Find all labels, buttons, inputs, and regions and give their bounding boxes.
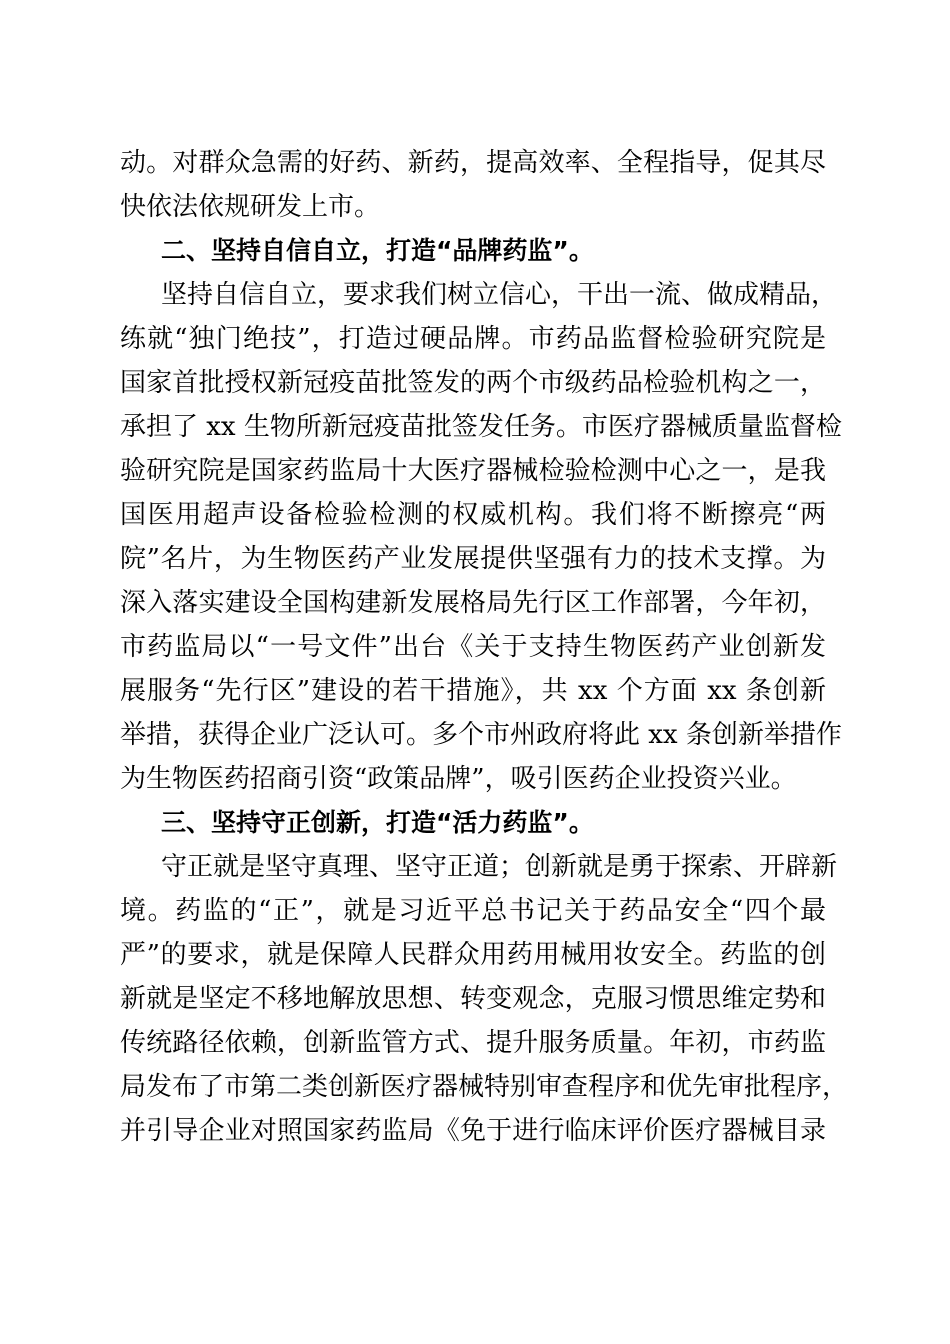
text-line: 坚持自信自立，要求我们树立信心，干出一流、做成精品， (161, 280, 838, 310)
text-line: 展服务“先行区”建设的若干措施》，共 xx 个方面 xx 条创新 (120, 676, 826, 706)
text-line: 举措，获得企业广泛认可。多个市州政府将此 xx 条创新举措作 (120, 720, 842, 750)
section-heading-3: 三、坚持守正创新，打造“活力药监”。 (161, 808, 594, 837)
text-line: 深入落实建设全国构建新发展格局先行区工作部署，今年初， (120, 588, 826, 618)
text-line: 院”名片，为生物医药产业发展提供坚强有力的技术支撑。为 (120, 544, 826, 574)
text-line: 市药监局以“一号文件”出台《关于支持生物医药产业创新发 (120, 632, 826, 662)
text-line: 快依法依规研发上市。 (120, 192, 381, 222)
text-line: 动。对群众急需的好药、新药，提高效率、全程指导，促其尽 (120, 148, 826, 178)
text-line: 新就是坚定不移地解放思想、转变观念，克服习惯思维定势和 (120, 984, 826, 1014)
text-line: 守正就是坚守真理、坚守正道；创新就是勇于探索、开辟新 (161, 852, 838, 882)
text-line: 国医用超声设备检验检测的权威机构。我们将不断擦亮“两 (120, 500, 826, 530)
section-heading-2: 二、坚持自信自立，打造“品牌药监”。 (161, 236, 594, 265)
text-line: 并引导企业对照国家药监局《免于进行临床评价医疗器械目录 (120, 1116, 826, 1146)
text-line: 为生物医药招商引资“政策品牌”，吸引医药企业投资兴业。 (120, 764, 797, 794)
text-line: 验研究院是国家药监局十大医疗器械检验检测中心之一，是我 (120, 456, 826, 486)
text-line: 局发布了市第二类创新医疗器械特别审查程序和优先审批程序， (120, 1072, 849, 1102)
text-line: 承担了 xx 生物所新冠疫苗批签发任务。市医疗器械质量监督检 (120, 412, 842, 442)
text-line: 国家首批授权新冠疫苗批签发的两个市级药品检验机构之一， (120, 368, 826, 398)
text-line: 练就“独门绝技”，打造过硬品牌。市药品监督检验研究院是 (120, 324, 826, 354)
text-line: 严”的要求，就是保障人民群众用药用械用妆安全。药监的创 (120, 940, 826, 970)
text-line: 传统路径依赖，创新监管方式、提升服务质量。年初，市药监 (120, 1028, 826, 1058)
text-line: 境。药监的“正”，就是习近平总书记关于药品安全“四个最 (120, 896, 826, 926)
